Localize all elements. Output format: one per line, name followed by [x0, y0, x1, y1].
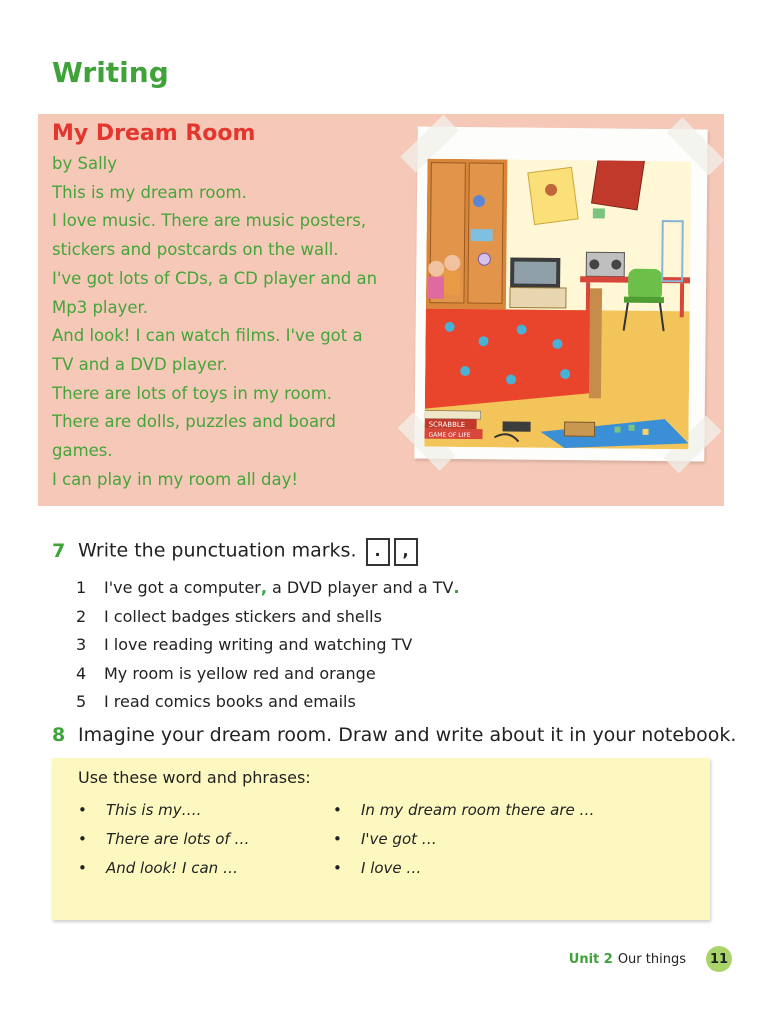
item-number: 2	[76, 606, 87, 626]
phrase-text: This is my….	[106, 801, 202, 819]
game-box-label: SCRABBLE	[428, 420, 466, 430]
room-illustration-svg	[424, 159, 691, 450]
list-item	[78, 854, 249, 883]
room-illustration	[424, 159, 691, 450]
phrase-text: I love …	[361, 859, 422, 877]
item-number: 5	[76, 692, 87, 711]
item-number: 4	[76, 663, 87, 683]
phrase-box-heading: Use these word and phrases:	[78, 768, 311, 787]
story-line: There are dolls, puzzles and board	[52, 412, 337, 432]
story-line: There are lots of toys in my room.	[52, 383, 333, 403]
punctuation-box-full-stop: .	[366, 538, 390, 566]
story-line: I've got lots of CDs, a CD player and an	[52, 268, 378, 288]
story-text	[52, 118, 412, 494]
item-text: I collect badges stickers and shells	[104, 606, 382, 626]
item-number: 3	[76, 635, 87, 654]
bullet-icon: •	[333, 859, 342, 877]
phrase-list-right	[333, 796, 594, 883]
list-item	[76, 631, 732, 660]
story-line: I can play in my room all day!	[52, 469, 298, 489]
phrase-text: And look! I can …	[106, 859, 238, 877]
story-line: This is my dream room.	[52, 182, 247, 202]
phrase-text: In my dream room there are …	[361, 801, 595, 819]
item-text: I read comics books and emails	[104, 692, 356, 711]
list-item	[78, 825, 249, 854]
punctuation-box-comma: ,	[394, 538, 418, 566]
mp3-player-icon	[503, 421, 531, 431]
story-line: And look! I can watch films. I've got a	[52, 326, 363, 346]
phrase-list-left	[78, 796, 249, 883]
example-full-stop: .	[453, 578, 460, 597]
list-item	[333, 796, 594, 825]
bullet-icon: •	[78, 801, 87, 819]
music-poster	[528, 167, 578, 224]
music-poster	[592, 159, 645, 210]
list-item	[76, 574, 732, 603]
exercise-7	[52, 538, 732, 717]
room-photo	[414, 126, 707, 461]
item-number: 1	[76, 578, 87, 597]
exercise-title: Write the punctuation marks.	[78, 539, 357, 562]
item-text: a DVD player and a TV	[266, 578, 454, 597]
story-line: by Sally	[52, 154, 118, 173]
story-title: My Dream Room	[52, 121, 256, 146]
story-line: stickers and postcards on the wall.	[52, 240, 339, 260]
phrase-text: There are lots of …	[106, 830, 250, 848]
item-text: My room is yellow red and orange	[104, 663, 376, 683]
page-heading: Writing	[52, 56, 169, 89]
phrase-box	[52, 758, 710, 920]
list-item	[76, 603, 732, 632]
page-number: 11	[706, 946, 732, 972]
list-item	[76, 660, 732, 689]
page-footer	[569, 946, 732, 972]
phrase-text: I've got …	[361, 830, 437, 848]
bullet-icon: •	[333, 830, 342, 848]
list-item	[333, 854, 594, 883]
list-item	[333, 825, 594, 854]
story-line: games.	[52, 441, 113, 461]
example-comma: ,	[260, 578, 267, 597]
game-box-label: GAME OF LIFE	[428, 431, 471, 440]
story-line: TV and a DVD player.	[52, 354, 228, 374]
exercise-title: Imagine your dream room. Draw and write about it in your notebook.	[78, 724, 737, 746]
list-item	[76, 688, 732, 717]
item-text: I've got a computer	[104, 578, 261, 597]
unit-label: Unit 2	[568, 951, 613, 967]
bullet-icon: •	[78, 830, 87, 848]
exercise-number: 8	[52, 724, 66, 746]
story-line: I love music. There are music posters,	[52, 211, 367, 231]
chair	[628, 269, 662, 301]
exercise-7-list	[76, 574, 732, 717]
exercise-number: 7	[52, 539, 66, 562]
exercise-8	[52, 724, 752, 746]
story-panel	[38, 114, 724, 506]
bullet-icon: •	[333, 801, 342, 819]
list-item	[78, 796, 249, 825]
story-line: Mp3 player.	[52, 297, 149, 317]
item-text: I love reading writing and watching TV	[104, 635, 413, 654]
unit-name: Our things	[617, 951, 686, 967]
bullet-icon: •	[78, 859, 87, 877]
